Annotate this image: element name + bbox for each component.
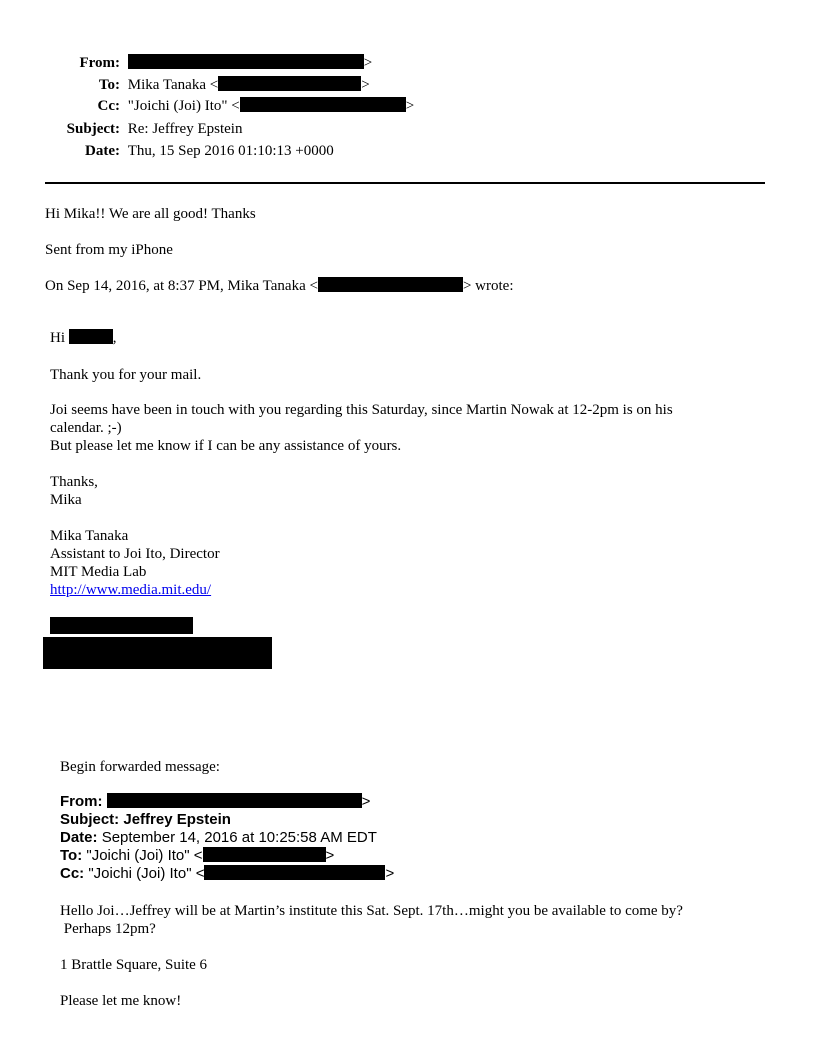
signoff-name: Mika (50, 492, 82, 508)
cc-end: > (405, 98, 415, 114)
fwd-date-label: Date: (60, 829, 98, 846)
redaction-bar (203, 847, 326, 862)
fwd-cc-end: > (385, 865, 395, 882)
header-divider (45, 182, 765, 184)
fwd-from-label: From: (60, 793, 103, 810)
sent-from-line: Sent from my iPhone (45, 242, 173, 258)
fwd-cc-row (60, 865, 394, 883)
fwd-to-end: > (325, 847, 335, 864)
fwd-to-value: "Joichi (Joi) Ito" < (86, 847, 203, 864)
fwd-to-label: To: (60, 847, 83, 864)
to-value: Mika Tanaka < (127, 77, 219, 93)
quoted-paragraph-line: But please let me know if I can be any assistance of yours. (50, 438, 402, 454)
redaction-bar (107, 793, 362, 808)
forward-intro: Begin forwarded message: (60, 759, 220, 775)
fwd-cc-label: Cc: (60, 865, 85, 882)
fwd-date-row (60, 829, 377, 847)
redaction-bar (69, 329, 113, 344)
header-subject-row (0, 120, 242, 138)
header-cc-row (0, 97, 414, 115)
header-from-row (0, 54, 372, 72)
quote-intro (45, 277, 513, 295)
signoff-line: Thanks, (50, 474, 98, 490)
fwd-subject-row (60, 811, 231, 829)
quote-intro-end: > wrote: (462, 278, 514, 294)
from-value: > (363, 55, 373, 71)
fwd-from-row (60, 793, 370, 811)
to-end: > (361, 77, 370, 93)
header-to-row (0, 76, 370, 94)
fwd-message-line: Hello Joi…Jeffrey will be at Martin’s institute this Sat. Sept. 17th…might you be available to come by? (60, 903, 683, 919)
signature-url-row (50, 581, 211, 599)
redaction-bar (240, 97, 406, 112)
quoted-paragraph-line: calendar. ;-) (50, 420, 122, 436)
fwd-cc-value: "Joichi (Joi) Ito" < (88, 865, 205, 882)
signature-title: Assistant to Joi Ito, Director (50, 546, 220, 562)
subject-value: Re: Jeffrey Epstein (127, 121, 243, 137)
fwd-date-value: September 14, 2016 at 10:25:58 AM EDT (101, 829, 377, 846)
redaction-bar (318, 277, 463, 292)
fwd-from-end: > (361, 793, 371, 810)
redaction-bar (218, 76, 361, 91)
quoted-thanks-line: Thank you for your mail. (50, 367, 202, 383)
reply-line: Hi Mika!! We are all good! Thanks (45, 206, 256, 222)
header-date-row (0, 142, 334, 160)
fwd-closing: Please let me know! (60, 993, 182, 1009)
redaction-bar (204, 865, 385, 880)
greeting-text: Hi (50, 330, 69, 346)
cc-label: Cc: (97, 98, 120, 114)
fwd-message-line: Perhaps 12pm? (60, 921, 156, 937)
quote-intro-text: On Sep 14, 2016, at 8:37 PM, Mika Tanaka < (45, 278, 318, 294)
signature-url-link[interactable]: http://www.media.mit.edu/ (50, 582, 212, 598)
greeting-comma: , (112, 330, 117, 346)
to-label: To: (98, 77, 120, 93)
quoted-paragraph-line: Joi seems have been in touch with you regarding this Saturday, since Martin Nowak at 12-2pm is on his (50, 402, 673, 418)
from-label: From: (79, 55, 120, 71)
redaction-bar (128, 54, 364, 69)
signature-name: Mika Tanaka (50, 528, 129, 544)
subject-label: Subject: (66, 121, 120, 137)
date-value: Thu, 15 Sep 2016 01:10:13 +0000 (127, 143, 334, 159)
fwd-address: 1 Brattle Square, Suite 6 (60, 957, 208, 973)
redaction-block (43, 637, 272, 669)
fwd-subject-value: Jeffrey Epstein (123, 811, 231, 828)
redaction-block (50, 617, 193, 634)
fwd-to-row (60, 847, 334, 865)
fwd-subject-label: Subject: (60, 811, 120, 828)
date-label: Date: (85, 143, 120, 159)
quoted-greeting (50, 329, 117, 347)
cc-value: "Joichi (Joi) Ito" < (127, 98, 240, 114)
signature-org: MIT Media Lab (50, 564, 147, 580)
